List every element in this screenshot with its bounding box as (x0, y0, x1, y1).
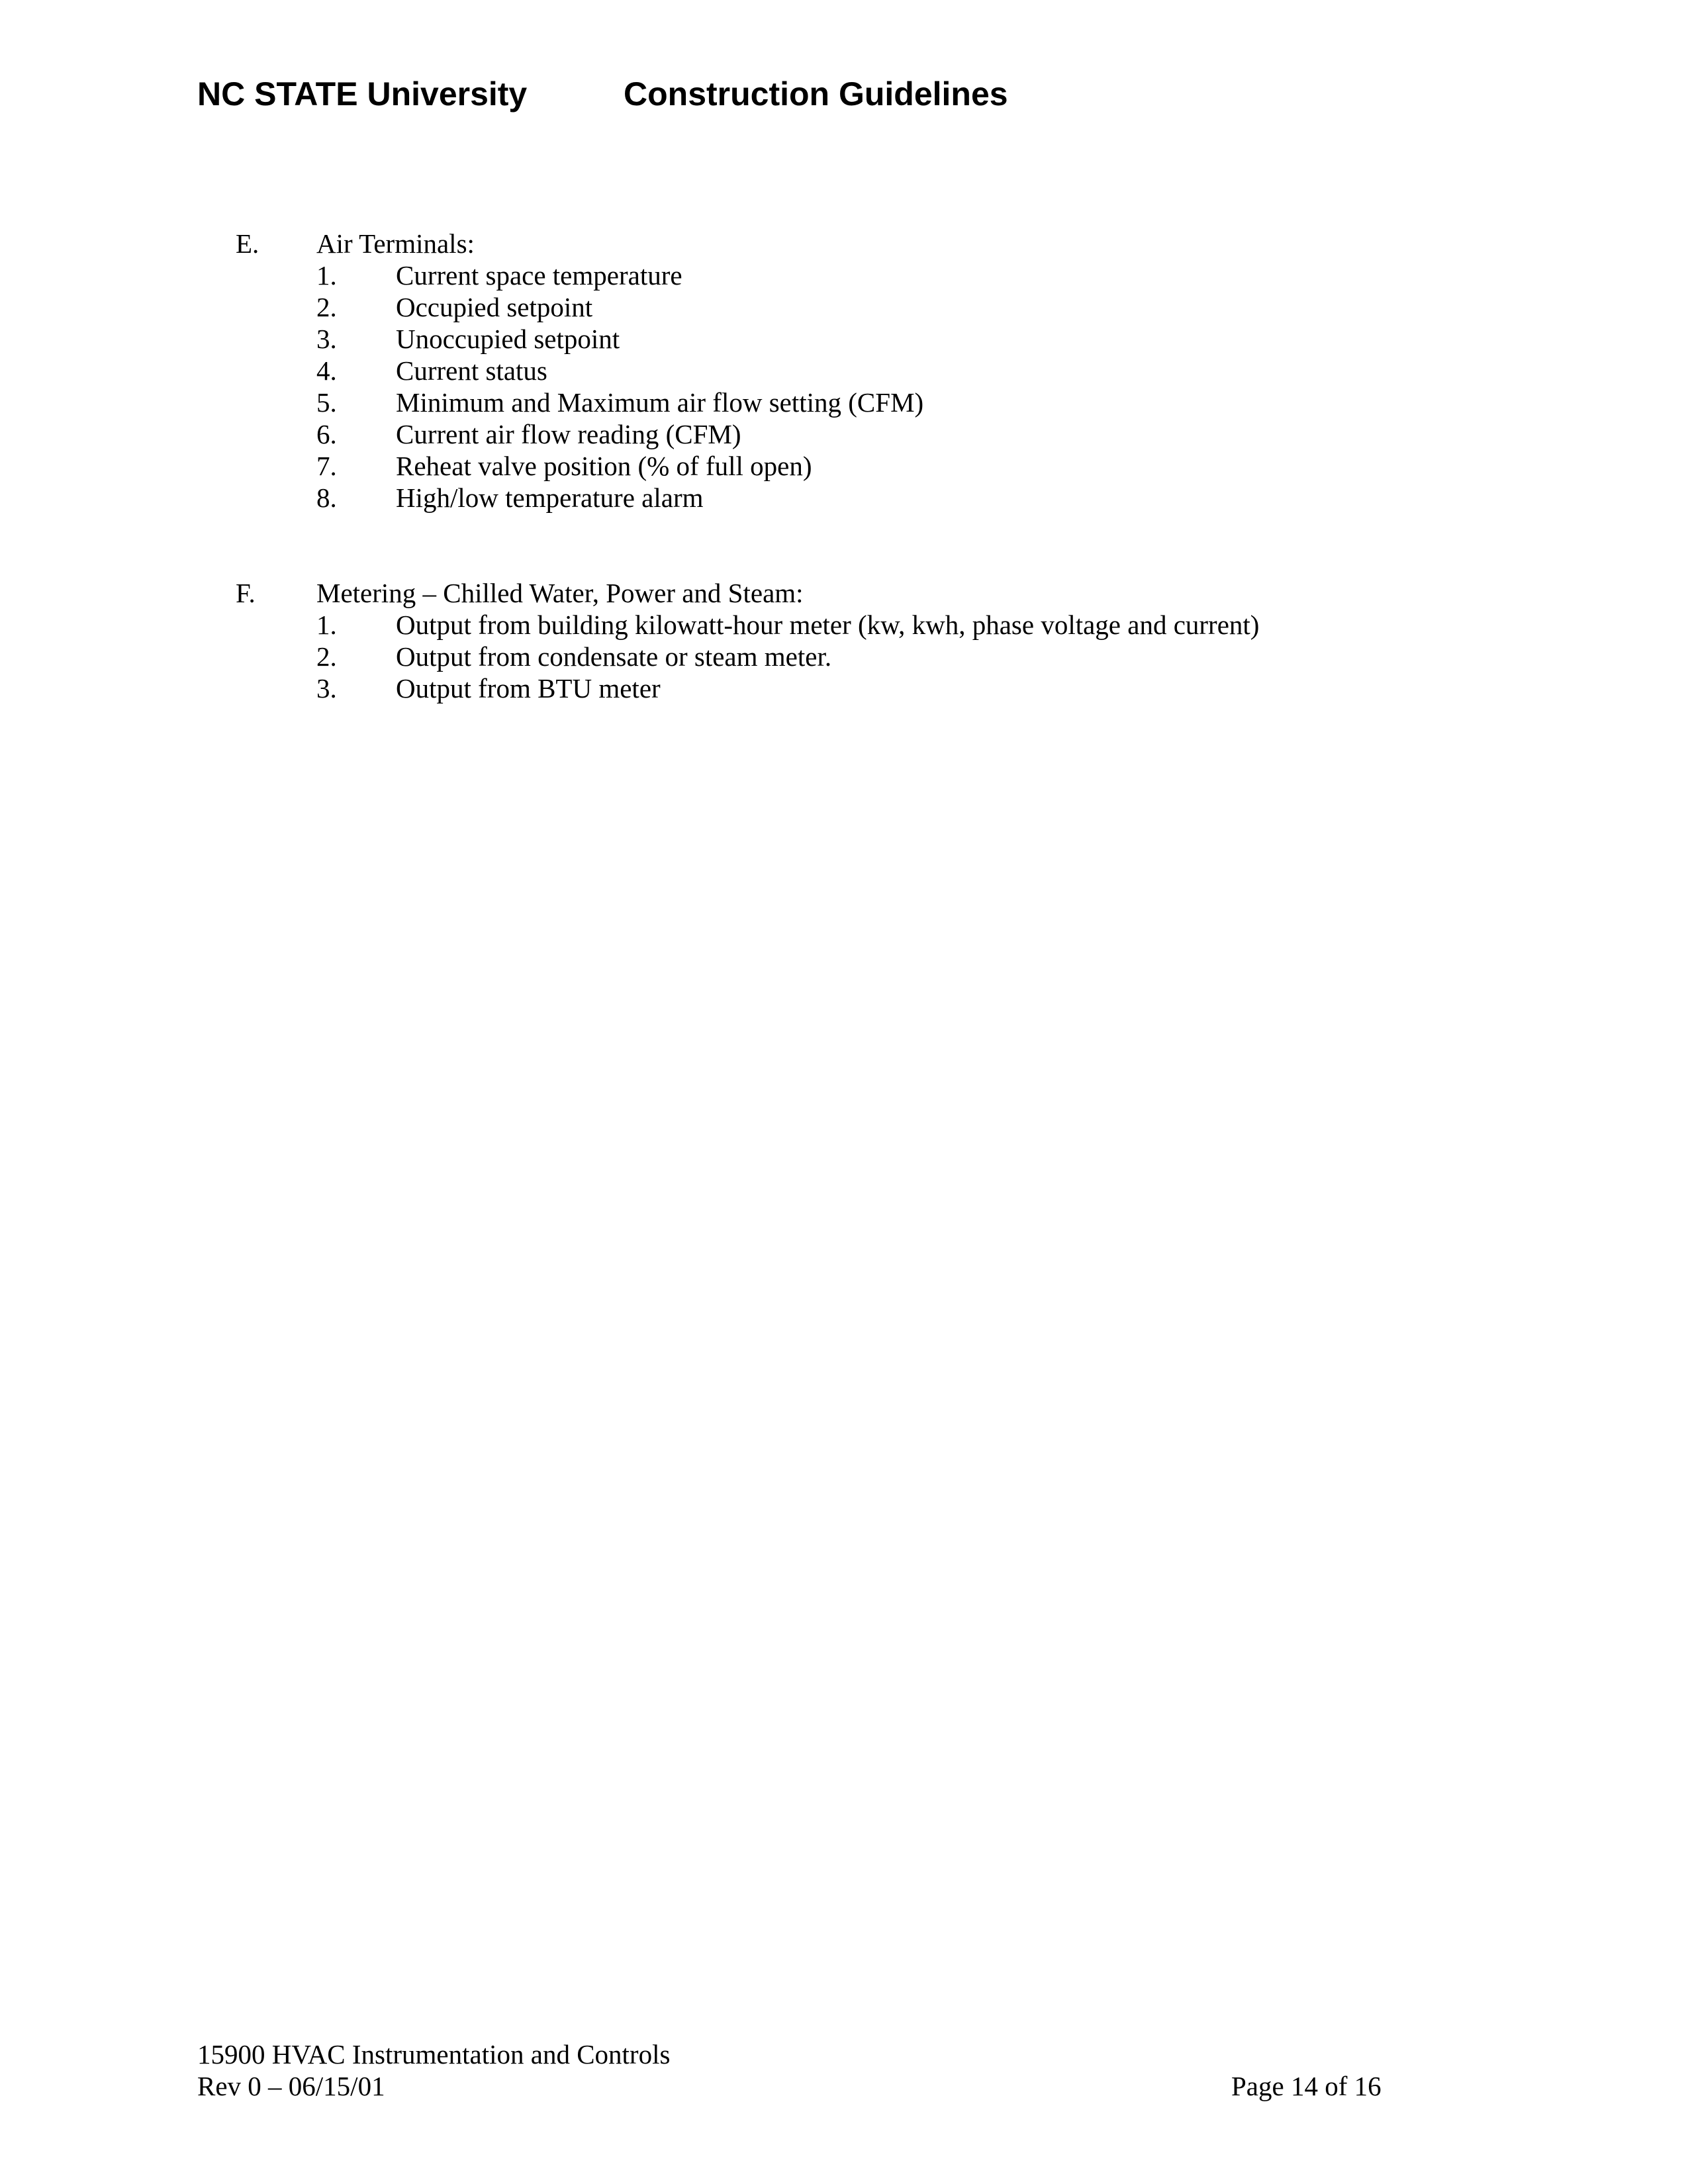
item-number: 3. (316, 324, 337, 354)
footer-line-2 (197, 2070, 1389, 2102)
footer-line-1 (197, 2038, 1389, 2070)
item-text: Reheat valve position (% of full open) (396, 451, 812, 481)
item-text: Current air flow reading (CFM) (396, 419, 741, 449)
item-number: 1. (316, 610, 337, 640)
item-text: Occupied setpoint (396, 292, 593, 322)
item-number: 5. (316, 387, 337, 418)
item-number: 6. (316, 419, 337, 449)
footer-section-name: 15900 HVAC Instrumentation and Controls (197, 2039, 671, 2070)
organization-name: NC STATE University (197, 75, 528, 113)
document-title: Construction Guidelines (624, 75, 1008, 113)
item-text: Output from BTU meter (396, 673, 661, 704)
item-number: 1. (316, 260, 337, 291)
item-number: 7. (316, 451, 337, 481)
item-text: Current space temperature (396, 260, 682, 291)
footer-revision: Rev 0 – 06/15/01 (197, 2071, 385, 2101)
item-text: High/low temperature alarm (396, 482, 704, 513)
item-text: Current status (396, 355, 547, 386)
section-title: Metering – Chilled Water, Power and Steam: (316, 578, 804, 608)
section-letter: E. (236, 228, 259, 259)
item-text: Output from building kilowatt-hour meter (kw, kwh, phase voltage and current) (396, 610, 1260, 640)
page-number: Page 14 of 16 (1231, 2071, 1382, 2101)
item-number: 4. (316, 355, 337, 386)
item-text: Minimum and Maximum air flow setting (CFM) (396, 387, 924, 418)
section-letter: F. (236, 578, 256, 608)
item-number: 2. (316, 292, 337, 322)
item-number: 8. (316, 482, 337, 513)
item-number: 3. (316, 673, 337, 704)
item-number: 2. (316, 641, 337, 672)
item-text: Unoccupied setpoint (396, 324, 620, 354)
section-title: Air Terminals: (316, 228, 475, 259)
item-text: Output from condensate or steam meter. (396, 641, 832, 672)
page-footer (197, 2038, 1389, 2102)
